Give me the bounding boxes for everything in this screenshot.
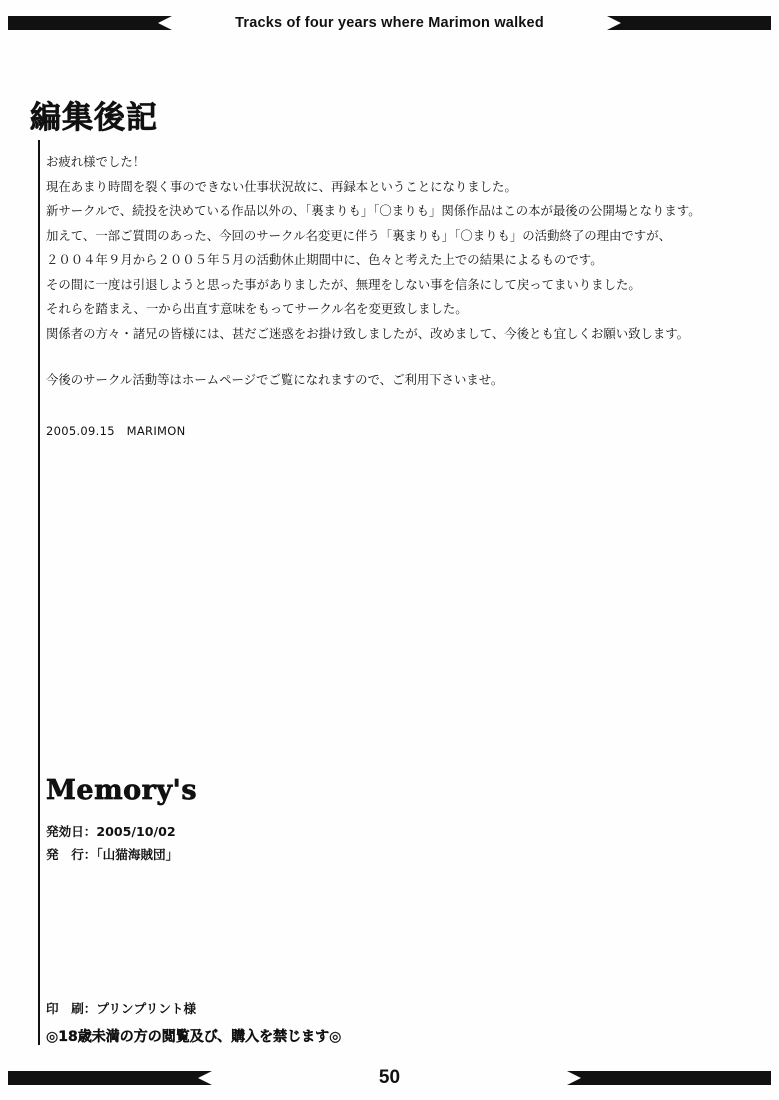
colophon-title: Memory's: [46, 775, 198, 806]
afterword-body: [46, 150, 706, 439]
colophon-publisher: 発 行：「山猫海賊団」: [46, 847, 179, 862]
afterword-closing-line: 今後のサークル活動等はホームページでご覧になれますので、ご利用下さいませ。: [46, 372, 504, 387]
afterword-line: 加えて、一部ご質問のあった、今回のサークル名変更に伴う「裏まりも」「〇まりも」の活動終了の理由ですが、: [46, 227, 671, 243]
header-title-box: [178, 10, 601, 36]
page-header-band: [8, 10, 771, 36]
footer-page-number-box: [220, 1064, 559, 1092]
page-footer-band: [8, 1064, 771, 1092]
afterword-line: その間に一度は引退しようと思った事がありましたが、無理をしない事を信条にして戻ってまいりました。: [46, 276, 641, 292]
left-vertical-rule: [38, 140, 40, 1045]
colophon-printer: 印 刷：プリンプリント様: [46, 1001, 197, 1016]
afterword-line: それらを踏まえ、一から出直す意味をもってサークル名を変更致しました。: [46, 301, 468, 316]
afterword-line: 新サークルで、続投を決めている作品以外の、「裏まりも」「〇まりも」関係作品はこの本が最後の公開場となります。: [46, 203, 701, 218]
header-title: Tracks of four years where Marimon walked: [235, 15, 544, 31]
afterword-signature: 2005.09.15 MARIMON: [46, 423, 186, 438]
afterword-line: ２００４年９月から２００５年５月の活動休止期間中に、色々と考えた上での結果によるものです。: [46, 252, 603, 267]
page-title: 編集後記: [30, 100, 158, 136]
colophon-block: [46, 775, 546, 866]
page-number: 50: [378, 1067, 401, 1088]
age-restriction-notice: ◎18歳未満の方の閲覧及び、購入を禁じます◎: [46, 1029, 342, 1045]
afterword-line: お疲れ様でした！: [46, 154, 146, 169]
afterword-line: 現在あまり時間を裂く事のできない仕事状況故に、再録本ということになりました。: [46, 178, 517, 194]
afterword-line: 関係者の方々・諸兄の皆様には、甚だご迷惑をお掛け致しましたが、改めまして、今後とも宜しくお願い致します。: [46, 325, 690, 341]
paragraph-spacer: [46, 346, 706, 368]
colophon-release-date: 発効日：2005/10/02: [46, 824, 176, 839]
